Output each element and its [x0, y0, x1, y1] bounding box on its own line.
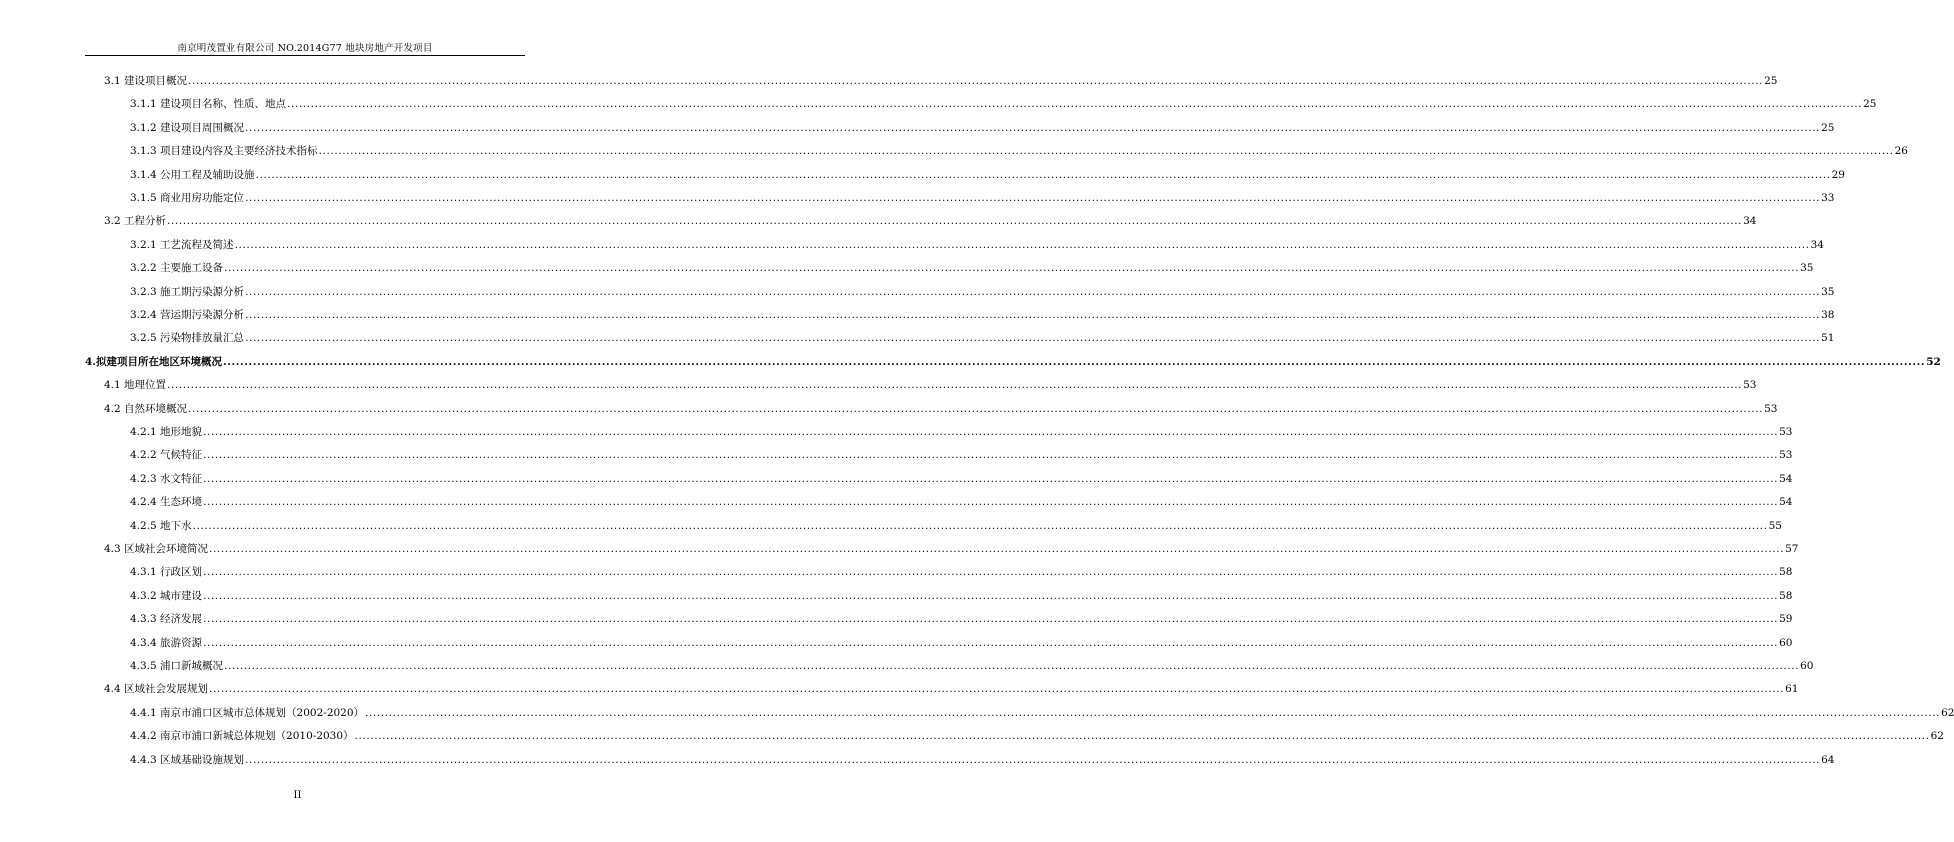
toc-entry-label: 3.2.5 污染物排放量汇总 — [130, 332, 245, 345]
toc-entry-label: 3.1.1 建设项目名称、性质、地点 — [130, 98, 287, 111]
toc-entry-page: 61 — [1785, 683, 1799, 696]
toc-leader-dots: ................................................................................................................................................................................................................................................................................................................................................................................................................ — [245, 332, 1821, 345]
toc-entry-page: 29 — [1831, 168, 1845, 181]
toc-entry-page: 53 — [1779, 426, 1793, 438]
toc-entry-page: 64 — [1821, 753, 1835, 766]
toc-entry-label: 3.2 工程分析 — [104, 215, 167, 228]
toc-leader-dots: ................................................................................................................................................................................................................................................................................................................................................................................................................ — [192, 519, 1768, 532]
toc-entry-page: 26 — [1894, 145, 1908, 158]
toc-entry[interactable] — [130, 187, 1835, 205]
toc-entry-page: 55 — [1768, 519, 1782, 532]
toc-leader-dots: ................................................................................................................................................................................................................................................................................................................................................................................................................ — [224, 262, 1800, 275]
toc-leader-dots: ................................................................................................................................................................................................................................................................................................................................................................................................................ — [224, 660, 1800, 672]
toc-entry[interactable] — [130, 281, 1835, 299]
toc-entry[interactable] — [130, 234, 1824, 252]
toc-leader-dots: ................................................................................................................................................................................................................................................................................................................................................................................................................ — [245, 753, 1821, 766]
toc-entry-page: 59 — [1779, 613, 1793, 626]
toc-entry[interactable] — [130, 140, 1908, 158]
toc-entry-page: 58 — [1779, 566, 1793, 579]
toc-entry-label: 4.2.5 地下水 — [130, 519, 192, 532]
toc-entry[interactable] — [130, 257, 1814, 275]
toc-entry-page: 54 — [1779, 472, 1793, 485]
toc-entry-page: 38 — [1821, 309, 1835, 321]
toc-entry-label: 3.1.5 商业用房功能定位 — [130, 192, 245, 204]
toc-entry-page: 58 — [1779, 589, 1793, 602]
toc-entry-label: 4.2.4 生态环境 — [130, 496, 203, 509]
toc-entry[interactable] — [130, 164, 1845, 182]
toc-entry-page: 34 — [1743, 215, 1757, 228]
toc-entry[interactable] — [130, 749, 1835, 767]
toc-entry[interactable] — [85, 351, 1941, 369]
toc-leader-dots: ................................................................................................................................................................................................................................................................................................................................................................................................................ — [167, 215, 1743, 228]
toc-entry[interactable] — [130, 702, 1954, 720]
toc-entry-page: 33 — [1821, 192, 1835, 204]
toc-leader-dots: ................................................................................................................................................................................................................................................................................................................................................................................................................ — [245, 309, 1821, 321]
toc-entry-page: 53 — [1764, 402, 1778, 415]
toc-entry-label: 4.3.4 旅游资源 — [130, 636, 203, 649]
toc-entry-page: 54 — [1779, 496, 1793, 509]
toc-entry[interactable] — [130, 93, 1877, 111]
toc-entry[interactable] — [130, 444, 1793, 462]
toc-leader-dots: ................................................................................................................................................................................................................................................................................................................................................................................................................ — [255, 168, 1831, 181]
toc-leader-dots: ................................................................................................................................................................................................................................................................................................................................................................................................................ — [245, 285, 1821, 298]
toc-entry[interactable] — [104, 398, 1778, 416]
toc-entry[interactable] — [104, 210, 1757, 228]
toc-leader-dots: ................................................................................................................................................................................................................................................................................................................................................................................................................ — [287, 98, 1863, 111]
toc-entry-label: 4.3 区域社会环境简况 — [104, 543, 209, 555]
toc-leader-dots: ................................................................................................................................................................................................................................................................................................................................................................................................................ — [203, 613, 1779, 626]
toc-entry-label: 4.拟建项目所在地区环境概况 — [85, 355, 222, 368]
toc-leader-dots: ................................................................................................................................................................................................................................................................................................................................................................................................................ — [203, 636, 1779, 649]
toc-entry[interactable] — [130, 725, 1944, 743]
toc-leader-dots: ................................................................................................................................................................................................................................................................................................................................................................................................................ — [203, 426, 1779, 438]
toc-entry-page: 60 — [1800, 660, 1814, 672]
running-header: 南京明茂置业有限公司 NO.2014G77 地块房地产开发项目 — [177, 43, 433, 54]
toc-entry-page: 34 — [1810, 238, 1824, 251]
toc-leader-dots: ................................................................................................................................................................................................................................................................................................................................................................................................................ — [188, 75, 1764, 87]
toc-entry-label: 4.4.3 区域基础设施规划 — [130, 753, 245, 766]
toc-entry-page: 62 — [1930, 730, 1944, 743]
toc-entry[interactable] — [130, 327, 1835, 345]
toc-entry[interactable] — [130, 491, 1793, 509]
toc-entry[interactable] — [130, 421, 1793, 439]
toc-entry[interactable] — [130, 515, 1782, 533]
toc-entry[interactable] — [104, 374, 1757, 392]
toc-entry-label: 4.4.2 南京市浦口新城总体规划（2010-2030） — [130, 730, 354, 743]
toc-entry-page: 62 — [1941, 706, 1954, 719]
toc-entry-page: 25 — [1821, 121, 1835, 134]
toc-leader-dots: ................................................................................................................................................................................................................................................................................................................................................................................................................ — [209, 543, 1785, 555]
header-rule — [85, 55, 525, 56]
toc-leader-dots: ................................................................................................................................................................................................................................................................................................................................................................................................................ — [365, 706, 1941, 719]
toc-entry-page: 60 — [1779, 636, 1793, 649]
toc-entry-page: 52 — [1926, 355, 1941, 368]
toc-entry-page: 53 — [1743, 379, 1757, 392]
toc-leader-dots: ................................................................................................................................................................................................................................................................................................................................................................................................................ — [318, 145, 1894, 158]
toc-entry-label: 4.3.1 行政区划 — [130, 566, 203, 579]
toc-entry-page: 57 — [1785, 543, 1799, 555]
toc-entry-page: 35 — [1800, 262, 1814, 275]
toc-leader-dots: ................................................................................................................................................................................................................................................................................................................................................................................................................ — [245, 192, 1821, 204]
toc-entry-label: 3.2.3 施工期污染源分析 — [130, 285, 245, 298]
toc-leader-dots: ................................................................................................................................................................................................................................................................................................................................................................................................................ — [167, 379, 1743, 392]
toc-leader-dots: ................................................................................................................................................................................................................................................................................................................................................................................................................ — [245, 121, 1821, 134]
toc-entry-label: 3.1 建设项目概况 — [104, 75, 188, 87]
toc-entry[interactable] — [104, 538, 1799, 556]
toc-entry-page: 25 — [1863, 98, 1877, 111]
toc-entry[interactable] — [130, 608, 1793, 626]
toc-entry-label: 4.2.3 水文特征 — [130, 472, 203, 485]
toc-entry[interactable] — [104, 678, 1799, 696]
toc-entry-label: 4.1 地理位置 — [104, 379, 167, 392]
toc-entry[interactable] — [130, 117, 1835, 135]
toc-entry[interactable] — [130, 632, 1793, 650]
toc-entry[interactable] — [130, 655, 1814, 673]
toc-leader-dots: ................................................................................................................................................................................................................................................................................................................................................................................................................ — [209, 683, 1785, 696]
toc-entry-label: 4.2.1 地形地貌 — [130, 426, 203, 438]
toc-entry[interactable] — [130, 304, 1835, 322]
toc-leader-dots: ................................................................................................................................................................................................................................................................................................................................................................................................................ — [203, 566, 1779, 579]
toc-entry[interactable] — [130, 468, 1793, 486]
toc-entry-page: 35 — [1821, 285, 1835, 298]
toc-entry-label: 3.1.2 建设项目周围概况 — [130, 121, 245, 134]
toc-entry-label: 3.2.2 主要施工设备 — [130, 262, 224, 275]
toc-entry-page: 51 — [1821, 332, 1835, 345]
toc-leader-dots: ................................................................................................................................................................................................................................................................................................................................................................................................................ — [203, 589, 1779, 602]
toc-entry-label: 4.4 区域社会发展规划 — [104, 683, 209, 696]
toc-entry-page: 53 — [1779, 449, 1793, 462]
toc-entry-label: 3.2.4 营运期污染源分析 — [130, 309, 245, 321]
page-number: II — [293, 790, 302, 801]
toc-entry-label: 4.2 自然环境概况 — [104, 402, 188, 415]
toc-leader-dots: ................................................................................................................................................................................................................................................................................................................................................................................................................ — [203, 449, 1779, 462]
toc-entry-label: 3.2.1 工艺流程及简述 — [130, 238, 234, 251]
toc-leader-dots: ................................................................................................................................................................................................................................................................................................................................................................................................................ — [234, 238, 1810, 251]
toc-leader-dots: ................................................................................................................................................................................................................................................................................................................................................................................................................ — [203, 496, 1779, 509]
toc-entry-label: 3.1.4 公用工程及辅助设施 — [130, 168, 255, 181]
toc-entry-label: 4.2.2 气候特征 — [130, 449, 203, 462]
toc-entry-label: 4.3.2 城市建设 — [130, 589, 203, 602]
toc-entry-label: 4.4.1 南京市浦口区城市总体规划（2002-2020） — [130, 706, 365, 719]
toc-entry[interactable] — [130, 585, 1793, 603]
toc-entry-label: 4.3.5 浦口新城概况 — [130, 660, 224, 672]
toc-leader-dots: ................................................................................................................................................................................................................................................................................................................................................................................................................ — [222, 355, 1926, 368]
toc-entry[interactable] — [104, 70, 1778, 88]
toc-leader-dots: ................................................................................................................................................................................................................................................................................................................................................................................................................ — [203, 472, 1779, 485]
toc-entry-page: 25 — [1764, 75, 1778, 87]
toc-leader-dots: ................................................................................................................................................................................................................................................................................................................................................................................................................ — [354, 730, 1930, 743]
toc-entry[interactable] — [130, 561, 1793, 579]
toc-leader-dots: ................................................................................................................................................................................................................................................................................................................................................................................................................ — [188, 402, 1764, 415]
toc-entry-label: 4.3.3 经济发展 — [130, 613, 203, 626]
toc-entry-label: 3.1.3 项目建设内容及主要经济技术指标 — [130, 145, 318, 158]
